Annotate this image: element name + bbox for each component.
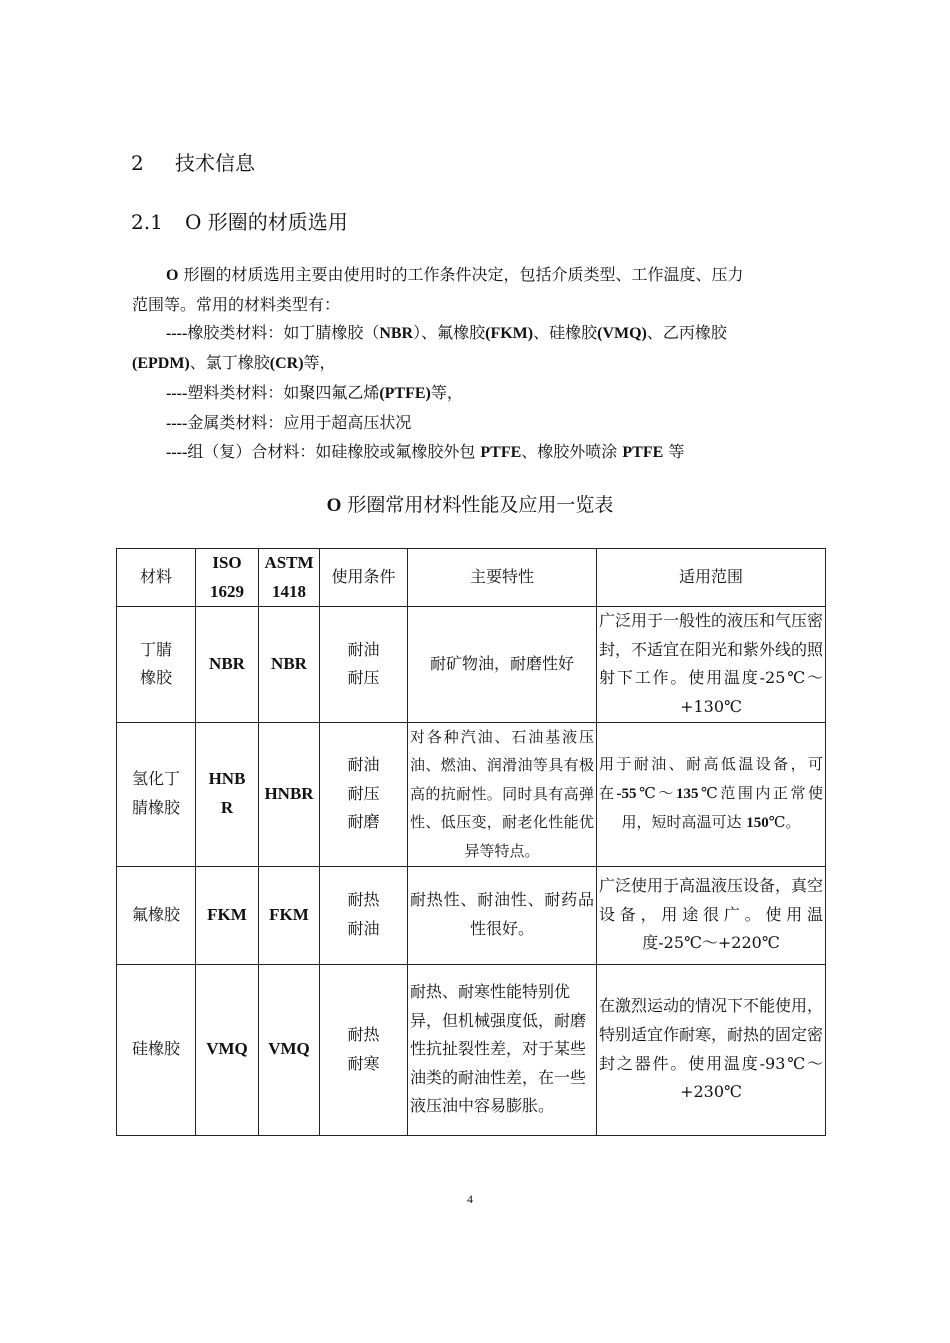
table-title: O 形圈常用材料性能及应用一览表 bbox=[326, 494, 614, 516]
cell-iso: NBR bbox=[196, 607, 259, 722]
cell-astm: VMQ bbox=[259, 964, 320, 1135]
cell-properties: 耐矿物油，耐磨性好 bbox=[408, 607, 597, 722]
table-row-fkm bbox=[117, 866, 826, 964]
cell-astm: NBR bbox=[259, 607, 320, 722]
header-properties: 主要特性 bbox=[408, 549, 597, 607]
cell-astm: FKM bbox=[259, 866, 320, 964]
cell-properties: 耐热、耐寒性能特别优异，但机械强度低，耐磨性抗扯裂性差，对于某些油类的耐油性差，在一些液压油中容易膨胀。 bbox=[408, 964, 597, 1135]
subsection-title: O 形圈的材质选用 bbox=[185, 210, 348, 234]
table-row-vmq bbox=[117, 964, 826, 1135]
header-scope: 适用范围 bbox=[597, 549, 826, 607]
section-heading bbox=[131, 147, 255, 176]
material-item-metal: ----金属类材料：应用于超高压状况 bbox=[166, 412, 412, 432]
cell-properties: 对各种汽油、石油基液压油、燃油、润滑油等具有极高的抗耐性。同时具有高弹性、低压变，耐老化性能优异等特点。 bbox=[408, 722, 597, 866]
subsection-number: 2.1 bbox=[131, 210, 163, 234]
cell-iso: FKM bbox=[196, 866, 259, 964]
intro-line-1: O 形圈的材质选用主要由使用时的工作条件决定，包括介质类型、工作温度、压力 bbox=[166, 265, 744, 284]
section-number: 2 bbox=[131, 151, 144, 175]
cell-properties: 耐热性、耐油性、耐药品性很好。 bbox=[408, 866, 597, 964]
table-header-row bbox=[117, 549, 826, 607]
cell-conditions: 耐热 耐油 bbox=[320, 866, 408, 964]
material-item-rubber: ----橡胶类材料：如丁腈橡胶（NBR）、氟橡胶(FKM)、硅橡胶(VMQ)、乙丙橡胶 bbox=[166, 323, 727, 343]
section-title: 技术信息 bbox=[175, 151, 255, 175]
header-astm: ASTM 1418 bbox=[259, 549, 320, 607]
cell-material: 硅橡胶 bbox=[117, 964, 196, 1135]
header-conditions: 使用条件 bbox=[320, 549, 408, 607]
material-item-rubber-cont: (EPDM)、氯丁橡胶(CR)等， bbox=[132, 353, 336, 373]
cell-iso: HNB R bbox=[196, 722, 259, 866]
cell-scope: 广泛使用于高温液压设备，真空设备，用途很广。使用温度-25℃～+220℃ bbox=[597, 866, 826, 964]
cell-conditions: 耐热 耐寒 bbox=[320, 964, 408, 1135]
cell-material: 氢化丁 腈橡胶 bbox=[117, 722, 196, 866]
cell-scope: 在激烈运动的情况下不能使用，特别适宜作耐寒，耐热的固定密封之器件。使用温度-93℃～+230℃ bbox=[597, 964, 826, 1135]
cell-material: 丁腈 橡胶 bbox=[117, 607, 196, 722]
material-item-composite: ----组（复）合材料：如硅橡胶或氟橡胶外包 PTFE、橡胶外喷涂 PTFE 等 bbox=[166, 442, 685, 462]
header-material: 材料 bbox=[117, 549, 196, 607]
cell-scope: 广泛用于一般性的液压和气压密封，不适宜在阳光和紫外线的照射下工作。使用温度-25℃～+130℃ bbox=[597, 607, 826, 722]
cell-material: 氟橡胶 bbox=[117, 866, 196, 964]
cell-iso: VMQ bbox=[196, 964, 259, 1135]
material-item-plastic: ----塑料类材料：如聚四氟乙烯(PTFE)等， bbox=[166, 382, 463, 402]
intro-paragraph bbox=[132, 261, 822, 468]
intro-line-2: 范围等。常用的材料类型有： bbox=[132, 294, 341, 314]
table-row-hnbr bbox=[117, 722, 826, 866]
header-iso: ISO 1629 bbox=[196, 549, 259, 607]
cell-astm: HNBR bbox=[259, 722, 320, 866]
cell-conditions: 耐油 耐压 bbox=[320, 607, 408, 722]
page-number: 4 bbox=[467, 1192, 473, 1206]
cell-scope: 用于耐油、耐高低温设备，可在-55℃～135℃范围内正常使用，短时高温可达 150℃。 bbox=[597, 722, 826, 866]
table-row-nbr bbox=[117, 607, 826, 722]
subsection-heading bbox=[131, 206, 348, 235]
materials-table bbox=[116, 548, 826, 1136]
cell-conditions: 耐油 耐压 耐磨 bbox=[320, 722, 408, 866]
